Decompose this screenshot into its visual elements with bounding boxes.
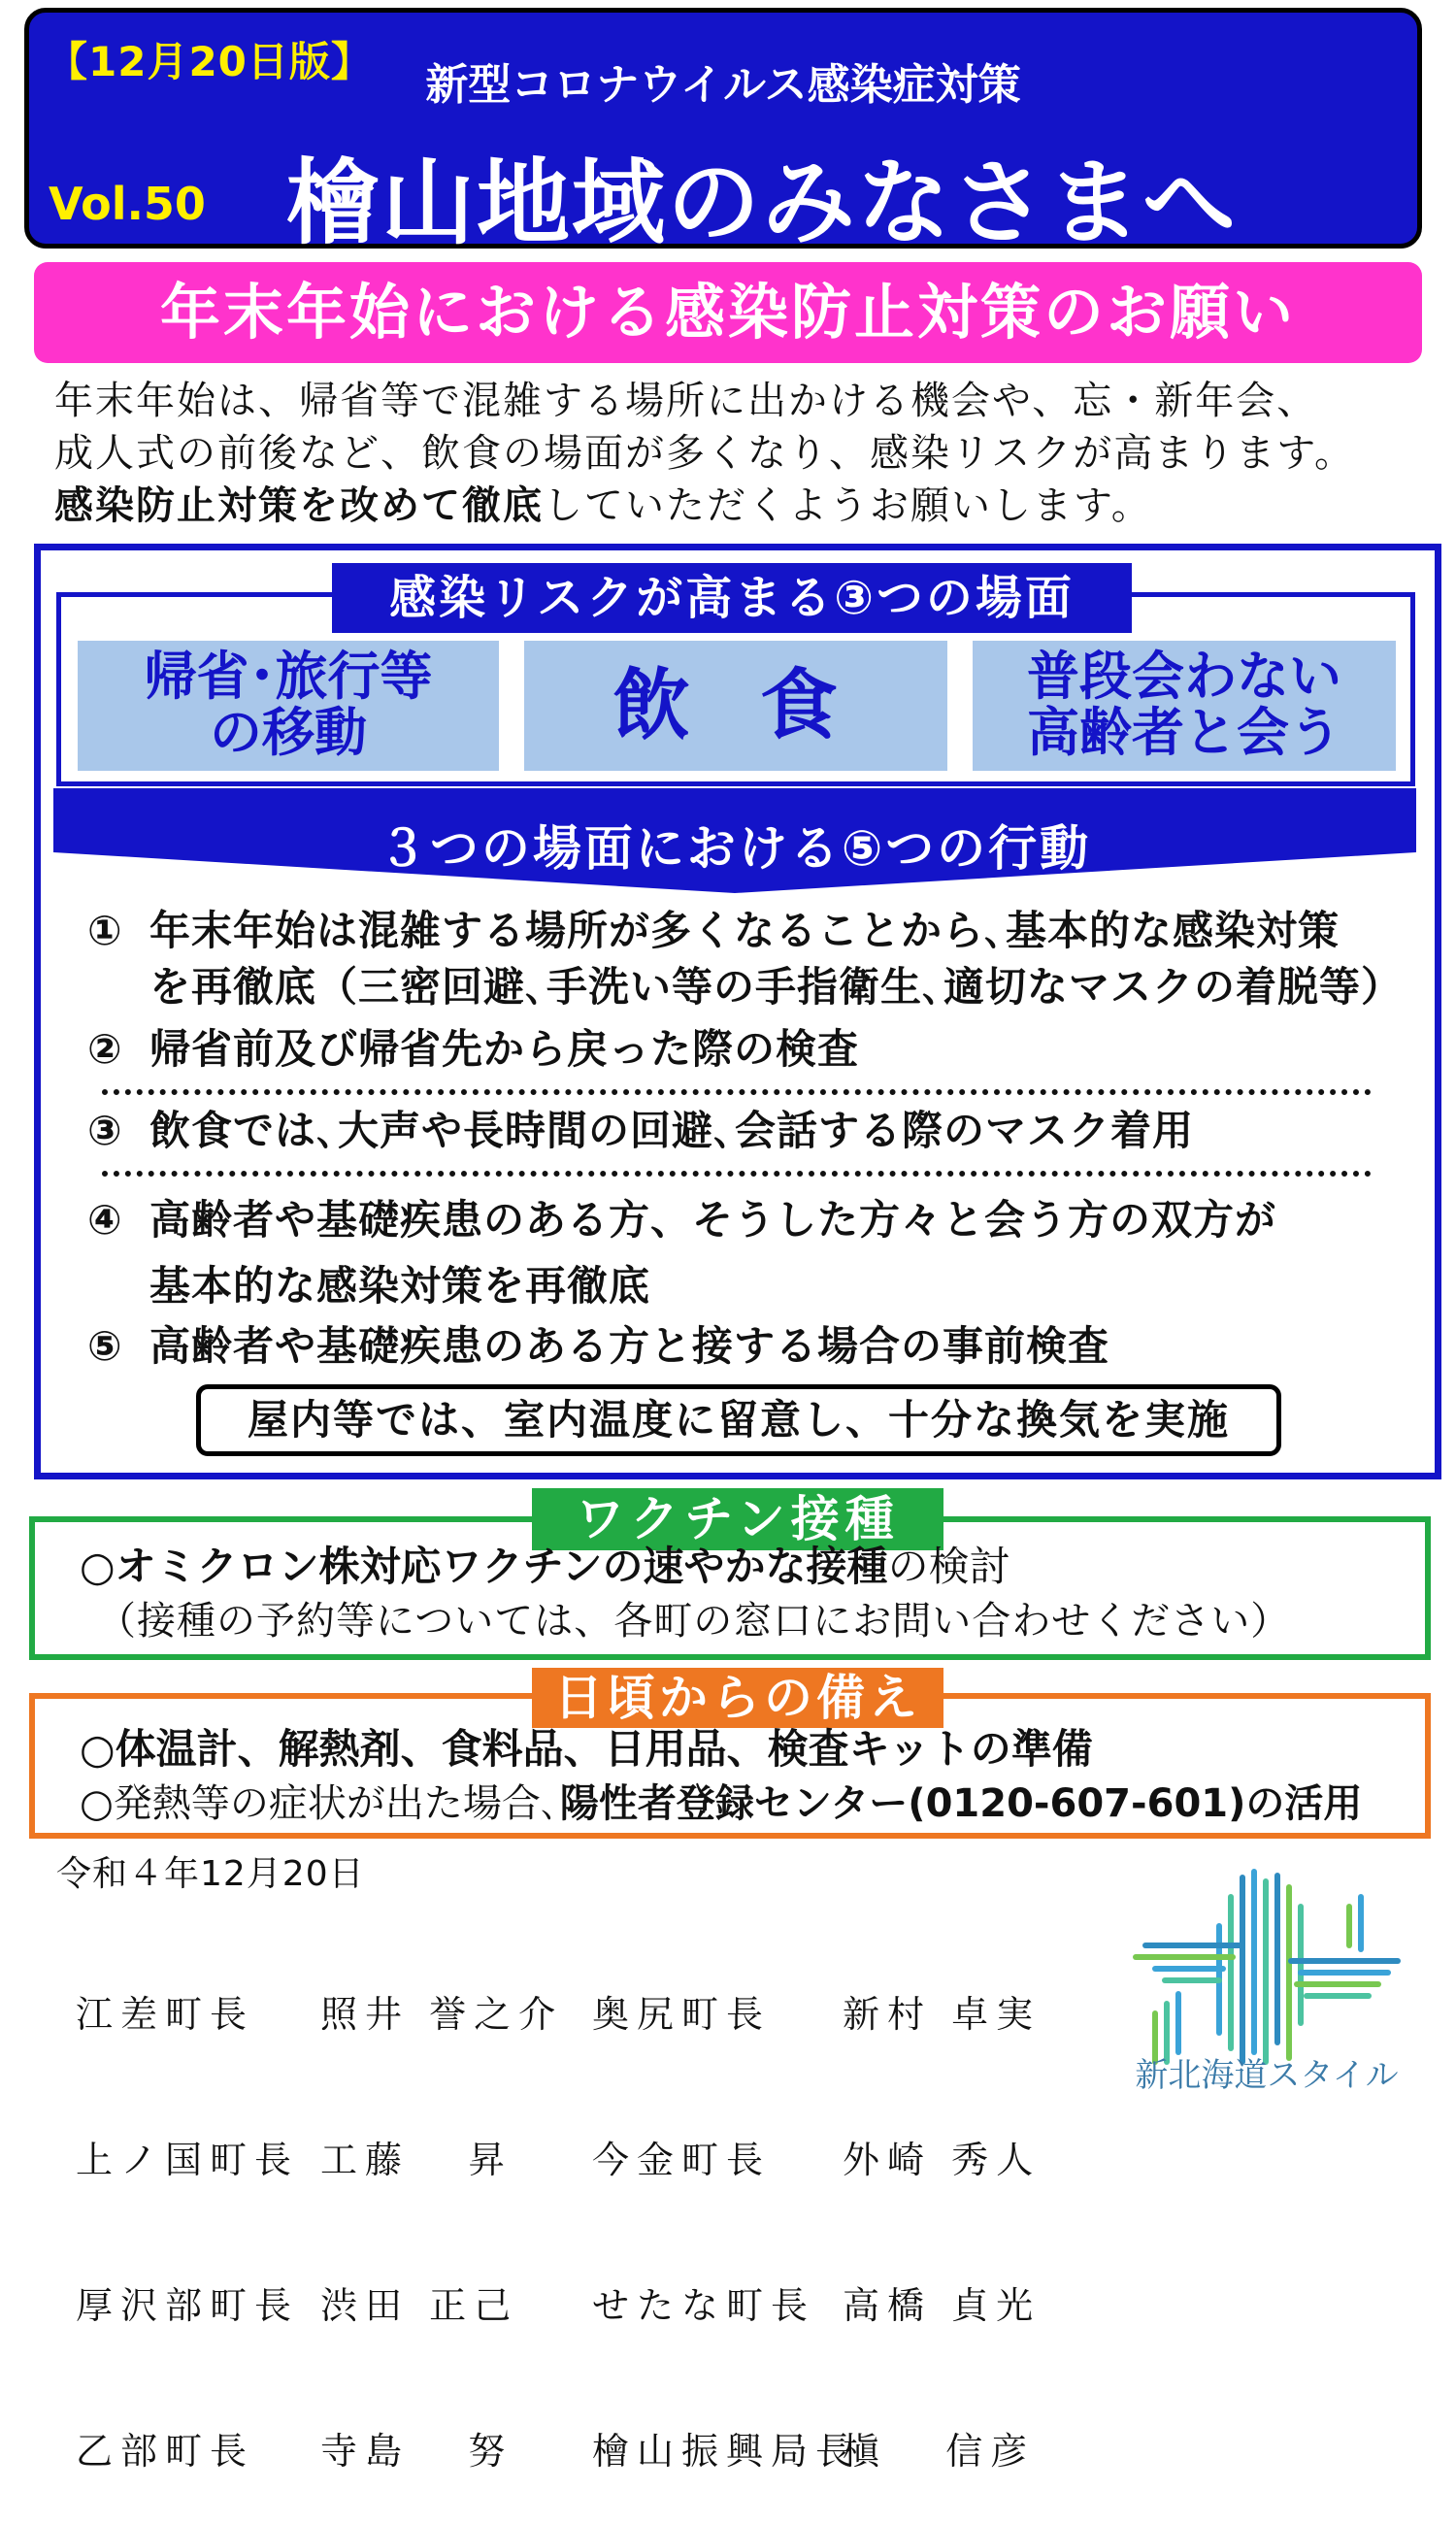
intro-text xyxy=(54,375,1433,532)
action-item-1 xyxy=(87,903,1403,1015)
signatory-row xyxy=(592,1990,1041,2039)
signatory-title: 江差町長 xyxy=(76,1993,255,2036)
issue-date: 令和４年12月20日 xyxy=(56,1854,365,1894)
signatory-name: 渋田 正己 xyxy=(320,2284,519,2327)
signatories-left xyxy=(76,1893,563,2524)
signatory-row xyxy=(76,2427,563,2475)
action-text-1a: 年末年始は混雑する場所が多くなることから､基本的な感染対策 xyxy=(149,907,1340,954)
signatory-row xyxy=(592,2136,1041,2184)
intro-line-1: 年末年始は、帰省等で混雑する場所に出かける機会や、忘・新年会、 xyxy=(54,379,1318,423)
edition-label: 【12月20日版】 xyxy=(47,38,373,85)
dotted-divider xyxy=(102,1171,1372,1177)
signatory-name: 工藤 昇 xyxy=(320,2139,513,2181)
signatories-right xyxy=(592,1893,1041,2524)
action-number-5: ⑤ xyxy=(87,1322,123,1370)
page-title: 檜山地域のみなさまへ xyxy=(286,149,1238,257)
prep-line-2-bold: 陽性者登録センター(0120-607-601)の活用 xyxy=(559,1781,1363,1826)
signatory-row xyxy=(76,1990,563,2039)
scenes-label xyxy=(332,563,1132,633)
main-heading-banner xyxy=(34,262,1422,363)
action-text-1b: を再徹底（三密回避､手洗い等の手指衛生､適切なマスクの着脱等） xyxy=(149,963,1404,1011)
scene-elderly xyxy=(973,641,1396,771)
intro-line-3 xyxy=(54,480,1433,532)
action-text-3: 飲食では､大声や長時間の回避､会話する際のマスク着用 xyxy=(149,1107,1195,1154)
signatory-name: 新村 卓実 xyxy=(843,1993,1042,2036)
prep-line-2-pre: ○発熱等の症状が出た場合､ xyxy=(80,1781,560,1826)
intro-emphasis: 感染防止対策を改めて徹底 xyxy=(54,483,544,528)
signatory-row xyxy=(592,2281,1041,2330)
scenes-label-text: 感染リスクが高まる③つの場面 xyxy=(389,571,1075,625)
dotted-divider xyxy=(102,1089,1372,1095)
signatory-row xyxy=(76,2136,563,2184)
signatory-title: 檜山振興局長 xyxy=(592,2430,861,2473)
volume-label: Vol.50 xyxy=(49,178,206,230)
action-number-1: ① xyxy=(87,907,123,954)
signatory-title: 厚沢部町長 xyxy=(76,2284,300,2327)
action-number-3: ③ xyxy=(87,1107,123,1154)
vaccine-line-1 xyxy=(80,1540,1010,1594)
signatory-row xyxy=(76,2281,563,2330)
signatory-title: 上ノ国町長 xyxy=(76,2139,300,2181)
ventilation-note xyxy=(196,1384,1281,1456)
vaccine-label-text: ワクチン接種 xyxy=(576,1491,900,1547)
ventilation-note-text: 屋内等では、室内温度に留意し、十分な換気を実施 xyxy=(247,1396,1230,1444)
scene-dining-label: 飲 食 xyxy=(612,660,859,750)
scene-elderly-line-1: 普段会わない xyxy=(1027,646,1341,707)
prep-line-2 xyxy=(80,1777,1362,1831)
signatory-name: 外崎 秀人 xyxy=(843,2139,1042,2181)
action-text-2: 帰省前及び帰省先から戻った際の検査 xyxy=(149,1025,860,1073)
action-text-4b: 基本的な感染対策を再徹底 xyxy=(149,1262,651,1310)
scene-travel-line-2: の移動 xyxy=(210,702,367,763)
action-text-4a: 高齢者や基礎疾患のある方、そうした方々と会う方の双方が xyxy=(149,1196,1277,1244)
header-subtitle: 新型コロナウイルス感染症対策 xyxy=(425,60,1021,110)
action-item-4 xyxy=(87,1192,1276,1314)
scene-travel xyxy=(78,641,499,771)
actions-banner xyxy=(53,788,1416,893)
signatory-title: 乙部町長 xyxy=(76,2430,255,2473)
action-number-4: ④ xyxy=(87,1196,123,1244)
actions-banner-text: ３つの場面における⑤つの行動 xyxy=(378,820,1092,877)
intro-line-2: 成人式の前後など、飲食の場面が多くなり、感染リスクが高まります。 xyxy=(54,431,1355,476)
signatory-name: 槇 信彦 xyxy=(843,2430,1036,2473)
signatory-title: 今金町長 xyxy=(592,2139,772,2181)
scene-dining xyxy=(524,641,947,771)
main-heading: 年末年始における感染防止対策のお願い xyxy=(159,277,1296,348)
intro-line-3-rest: していただくようお願いします。 xyxy=(544,483,1152,528)
action-item-5 xyxy=(87,1318,1109,1375)
signatory-name: 高橋 貞光 xyxy=(843,2284,1042,2327)
prep-label xyxy=(532,1668,943,1728)
action-item-2 xyxy=(87,1021,859,1078)
signatory-name: 照井 誉之介 xyxy=(320,1993,564,2036)
scene-travel-line-1: 帰省･旅行等 xyxy=(144,646,433,707)
signatory-row xyxy=(592,2427,1041,2475)
action-item-3 xyxy=(87,1103,1194,1159)
header-panel xyxy=(24,8,1422,257)
signatory-name: 寺島 努 xyxy=(320,2430,513,2473)
action-text-5: 高齢者や基礎疾患のある方と接する場合の事前検査 xyxy=(149,1322,1110,1370)
action-number-2: ② xyxy=(87,1025,123,1073)
vaccine-line-1-bold: ○オミクロン株対応ワクチンの速やかな接種 xyxy=(80,1543,888,1590)
logo-caption: 新北海道スタイル xyxy=(1135,2056,1399,2095)
prep-label-text: 日頃からの備え xyxy=(554,1670,921,1726)
prep-line-1: ○体温計、解熱剤、食料品、日用品、検査キットの準備 xyxy=(80,1725,1093,1773)
signatory-title: 奥尻町長 xyxy=(592,1993,772,2036)
vaccine-line-1-rest: の検討 xyxy=(887,1543,1010,1590)
vaccine-line-2: （接種の予約等については、各町の窓口にお問い合わせください） xyxy=(97,1599,1291,1644)
scene-elderly-line-2: 高齢者と会う xyxy=(1027,702,1341,763)
signatory-title: せたな町長 xyxy=(592,2284,816,2327)
